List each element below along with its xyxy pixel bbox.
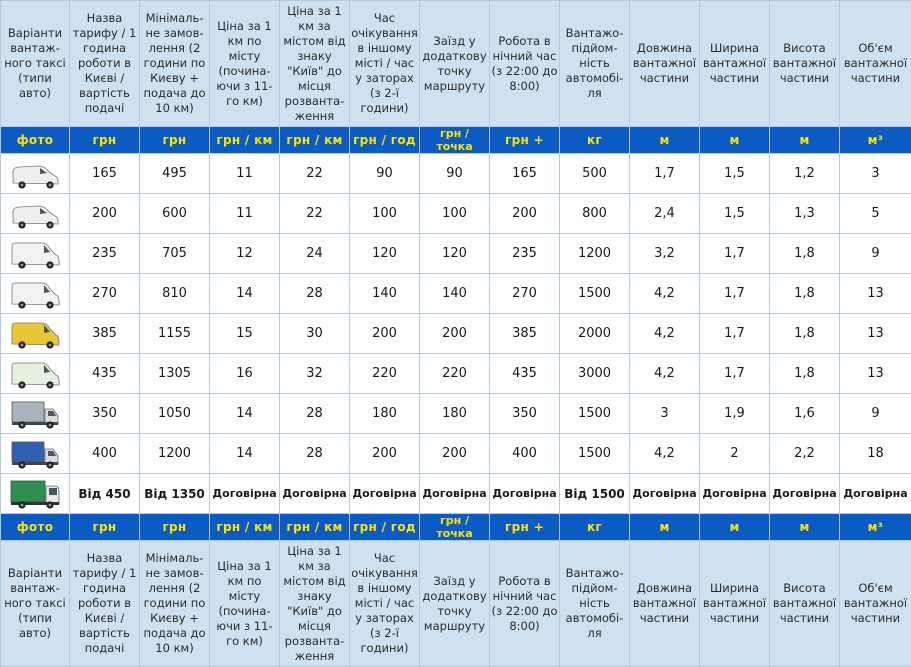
table-cell: 1,2	[770, 154, 840, 194]
unit-label: грн / км	[210, 514, 280, 541]
header-cell	[490, 541, 560, 667]
header-label: Робота в нічний час (з 22:00 до 8:00)	[490, 574, 559, 634]
table-cell: 1,7	[700, 274, 770, 314]
yellow-van-icon	[1, 317, 69, 350]
header-cell	[350, 541, 420, 667]
table-cell: 200	[490, 194, 560, 234]
table-cell: 1500	[560, 394, 630, 434]
vehicle-photo	[1, 194, 70, 234]
table-cell: 5	[840, 194, 911, 234]
header-label: Варіанти вантаж-ного таксі (типи авто)	[1, 26, 69, 101]
white-compact-van-icon	[1, 197, 69, 230]
table-cell: Договірна	[490, 474, 560, 514]
table-cell: Договірна	[770, 474, 840, 514]
header-cell	[70, 1, 140, 127]
table-cell: Від 1500	[560, 474, 630, 514]
table-cell: 180	[350, 394, 420, 434]
header-label: Ціна за 1 км по місту (почина-ючи з 11-го км)	[210, 559, 279, 649]
unit-label: м³	[840, 514, 911, 541]
header-cell	[840, 1, 911, 127]
table-cell: 90	[420, 154, 490, 194]
unit-label: грн / км	[280, 127, 350, 154]
header-cell	[490, 1, 560, 127]
table-cell: Від 1350	[140, 474, 210, 514]
white-green-van-icon	[1, 357, 69, 390]
blue-awning-truck-icon	[1, 437, 69, 470]
table-cell: 3	[840, 154, 911, 194]
header-label: Довжина вантажної частини	[630, 41, 699, 86]
table-cell: 28	[280, 394, 350, 434]
header-cell	[1, 541, 70, 667]
unit-label: грн / точка	[420, 127, 490, 154]
white-minivan-icon	[1, 157, 69, 190]
table-cell: 2,2	[770, 434, 840, 474]
header-label: Час очікування в іншому місті / час у заторах (з 2-ї години)	[350, 11, 419, 116]
table-cell: 200	[420, 314, 490, 354]
header-row-bottom	[1, 541, 911, 667]
table-cell: 28	[280, 274, 350, 314]
table-cell: 30	[280, 314, 350, 354]
photo-unit-label: фото	[1, 127, 70, 154]
table-cell: 435	[70, 354, 140, 394]
unit-label: кг	[560, 514, 630, 541]
header-label: Довжина вантажної частини	[630, 581, 699, 626]
table-cell: 140	[420, 274, 490, 314]
unit-label: м	[770, 514, 840, 541]
header-label: Об'єм вантажної частини	[840, 581, 911, 626]
header-label: Мінімаль-не замов-лення (2 години по Києву + подача до 10 км)	[140, 551, 209, 656]
table-cell: 120	[350, 234, 420, 274]
table-cell: 200	[420, 434, 490, 474]
header-cell	[140, 1, 210, 127]
table-cell: 1,5	[700, 194, 770, 234]
table-cell: Договірна	[280, 474, 350, 514]
table-cell: 385	[70, 314, 140, 354]
photo-unit-label: фото	[1, 514, 70, 541]
tariff-table-body	[1, 1, 911, 667]
header-label: Заїзд у додаткову точку маршруту	[420, 34, 489, 94]
table-cell: 2000	[560, 314, 630, 354]
gray-awning-truck-icon	[1, 397, 69, 430]
table-row	[1, 194, 911, 234]
table-cell: 15	[210, 314, 280, 354]
table-cell: 1305	[140, 354, 210, 394]
table-row	[1, 154, 911, 194]
table-cell: 270	[70, 274, 140, 314]
header-label: Об'єм вантажної частини	[840, 41, 911, 86]
table-cell: 1500	[560, 434, 630, 474]
table-cell: 500	[560, 154, 630, 194]
unit-label: м³	[840, 127, 911, 154]
table-cell: 14	[210, 394, 280, 434]
table-cell: 28	[280, 434, 350, 474]
table-cell: 22	[280, 154, 350, 194]
header-label: Ширина вантажної частини	[700, 41, 769, 86]
header-row-top	[1, 1, 911, 127]
header-cell	[770, 541, 840, 667]
vehicle-photo	[1, 354, 70, 394]
table-cell: 9	[840, 394, 911, 434]
table-cell: 1,3	[770, 194, 840, 234]
header-label: Висота вантажної частини	[770, 581, 839, 626]
table-cell: 3	[630, 394, 700, 434]
table-cell: 435	[490, 354, 560, 394]
header-cell	[420, 1, 490, 127]
table-cell: 14	[210, 434, 280, 474]
unit-label: грн	[140, 514, 210, 541]
table-cell: 90	[350, 154, 420, 194]
header-label: Час очікування в іншому місті / час у заторах (з 2-ї години)	[350, 551, 419, 656]
vehicle-photo	[1, 394, 70, 434]
table-cell: 1,7	[700, 354, 770, 394]
vehicle-photo	[1, 274, 70, 314]
table-cell: 1,6	[770, 394, 840, 434]
header-label: Вантажо-підйом-ність автомобі-ля	[560, 26, 629, 101]
table-cell: 13	[840, 274, 911, 314]
table-cell: 705	[140, 234, 210, 274]
table-cell: 200	[350, 314, 420, 354]
table-cell: 270	[490, 274, 560, 314]
header-label: Вантажо-підйом-ність автомобі-ля	[560, 566, 629, 641]
table-cell: Договірна	[420, 474, 490, 514]
table-cell: Договірна	[210, 474, 280, 514]
table-cell: 1200	[560, 234, 630, 274]
table-cell: 350	[70, 394, 140, 434]
header-cell	[210, 541, 280, 667]
unit-label: м	[630, 514, 700, 541]
table-row	[1, 314, 911, 354]
header-label: Назва тарифу / 1 година роботи в Києві / вартість подачі	[70, 11, 139, 116]
header-cell	[700, 1, 770, 127]
table-cell: 4,2	[630, 354, 700, 394]
header-label: Ціна за 1 км за містом від знаку "Київ" до місця розванта-ження	[280, 544, 349, 664]
table-cell: 1155	[140, 314, 210, 354]
table-cell: 22	[280, 194, 350, 234]
table-cell: 24	[280, 234, 350, 274]
header-cell	[140, 541, 210, 667]
table-cell: 12	[210, 234, 280, 274]
table-cell: 235	[490, 234, 560, 274]
vehicle-photo	[1, 154, 70, 194]
table-cell: 1,7	[630, 154, 700, 194]
table-cell: 100	[350, 194, 420, 234]
header-label: Ціна за 1 км за містом від знаку "Київ" до місця розванта-ження	[280, 4, 349, 124]
table-cell: 220	[350, 354, 420, 394]
table-cell: 120	[420, 234, 490, 274]
unit-label: м	[700, 127, 770, 154]
table-cell: 600	[140, 194, 210, 234]
header-cell	[70, 541, 140, 667]
unit-label: грн +	[490, 127, 560, 154]
table-row	[1, 474, 911, 514]
header-cell	[280, 1, 350, 127]
table-cell: 235	[70, 234, 140, 274]
table-row	[1, 354, 911, 394]
table-cell: 9	[840, 234, 911, 274]
header-cell	[700, 541, 770, 667]
header-cell	[630, 541, 700, 667]
table-row	[1, 434, 911, 474]
header-cell	[560, 541, 630, 667]
table-cell: 4,2	[630, 314, 700, 354]
table-cell: 18	[840, 434, 911, 474]
vehicle-photo	[1, 314, 70, 354]
table-cell: 100	[420, 194, 490, 234]
header-cell	[630, 1, 700, 127]
table-cell: 2	[700, 434, 770, 474]
table-cell: 200	[350, 434, 420, 474]
vehicle-photo	[1, 234, 70, 274]
table-cell: 1,8	[770, 274, 840, 314]
table-row	[1, 274, 911, 314]
table-cell: 350	[490, 394, 560, 434]
table-cell: 32	[280, 354, 350, 394]
units-row-bottom	[1, 514, 911, 541]
table-cell: 400	[490, 434, 560, 474]
table-cell: 2,4	[630, 194, 700, 234]
table-cell: 3,2	[630, 234, 700, 274]
table-cell: 4,2	[630, 434, 700, 474]
table-cell: 400	[70, 434, 140, 474]
header-cell	[210, 1, 280, 127]
table-cell: 495	[140, 154, 210, 194]
table-row	[1, 394, 911, 434]
units-row-top	[1, 127, 911, 154]
unit-label: грн	[70, 514, 140, 541]
table-cell: 13	[840, 314, 911, 354]
table-cell: Договірна	[350, 474, 420, 514]
unit-label: грн	[140, 127, 210, 154]
header-cell	[840, 541, 911, 667]
table-cell: 165	[490, 154, 560, 194]
table-cell: 1200	[140, 434, 210, 474]
table-cell: 1,8	[770, 314, 840, 354]
table-cell: Договірна	[840, 474, 911, 514]
white-van-icon	[1, 237, 69, 270]
table-cell: Договірна	[630, 474, 700, 514]
unit-label: грн / км	[280, 514, 350, 541]
table-cell: 1,7	[700, 234, 770, 274]
unit-label: кг	[560, 127, 630, 154]
table-cell: 180	[420, 394, 490, 434]
table-cell: 11	[210, 194, 280, 234]
table-cell: 165	[70, 154, 140, 194]
header-cell	[420, 541, 490, 667]
header-label: Ціна за 1 км по місту (почина-ючи з 11-го км)	[210, 19, 279, 109]
vehicle-photo	[1, 434, 70, 474]
green-box-truck-icon	[1, 477, 69, 510]
table-cell: 1,9	[700, 394, 770, 434]
table-cell: 1,5	[700, 154, 770, 194]
table-cell: 220	[420, 354, 490, 394]
unit-label: м	[770, 127, 840, 154]
table-cell: 800	[560, 194, 630, 234]
table-cell: 13	[840, 354, 911, 394]
header-label: Назва тарифу / 1 година роботи в Києві / вартість подачі	[70, 551, 139, 656]
header-label: Висота вантажної частини	[770, 41, 839, 86]
header-label: Варіанти вантаж-ного таксі (типи авто)	[1, 566, 69, 641]
header-cell	[1, 1, 70, 127]
table-cell: Договірна	[700, 474, 770, 514]
header-cell	[280, 541, 350, 667]
table-cell: 140	[350, 274, 420, 314]
header-label: Ширина вантажної частини	[700, 581, 769, 626]
table-cell: 810	[140, 274, 210, 314]
table-cell: 3000	[560, 354, 630, 394]
unit-label: грн / км	[210, 127, 280, 154]
table-row	[1, 234, 911, 274]
table-cell: 1500	[560, 274, 630, 314]
table-cell: 4,2	[630, 274, 700, 314]
header-cell	[770, 1, 840, 127]
table-cell: 1,8	[770, 234, 840, 274]
table-cell: 16	[210, 354, 280, 394]
unit-label: грн / точка	[420, 514, 490, 541]
header-label: Робота в нічний час (з 22:00 до 8:00)	[490, 34, 559, 94]
unit-label: грн / год	[350, 514, 420, 541]
header-label: Заїзд у додаткову точку маршруту	[420, 574, 489, 634]
white-long-van-icon	[1, 277, 69, 310]
unit-label: грн +	[490, 514, 560, 541]
table-cell: Від 450	[70, 474, 140, 514]
unit-label: грн	[70, 127, 140, 154]
table-cell: 14	[210, 274, 280, 314]
vehicle-photo	[1, 474, 70, 514]
table-cell: 1,8	[770, 354, 840, 394]
unit-label: м	[700, 514, 770, 541]
header-label: Мінімаль-не замов-лення (2 години по Києву + подача до 10 км)	[140, 11, 209, 116]
table-cell: 200	[70, 194, 140, 234]
table-cell: 1,7	[700, 314, 770, 354]
unit-label: м	[630, 127, 700, 154]
header-cell	[350, 1, 420, 127]
unit-label: грн / год	[350, 127, 420, 154]
table-cell: 11	[210, 154, 280, 194]
header-cell	[560, 1, 630, 127]
table-cell: 1050	[140, 394, 210, 434]
table-cell: 385	[490, 314, 560, 354]
